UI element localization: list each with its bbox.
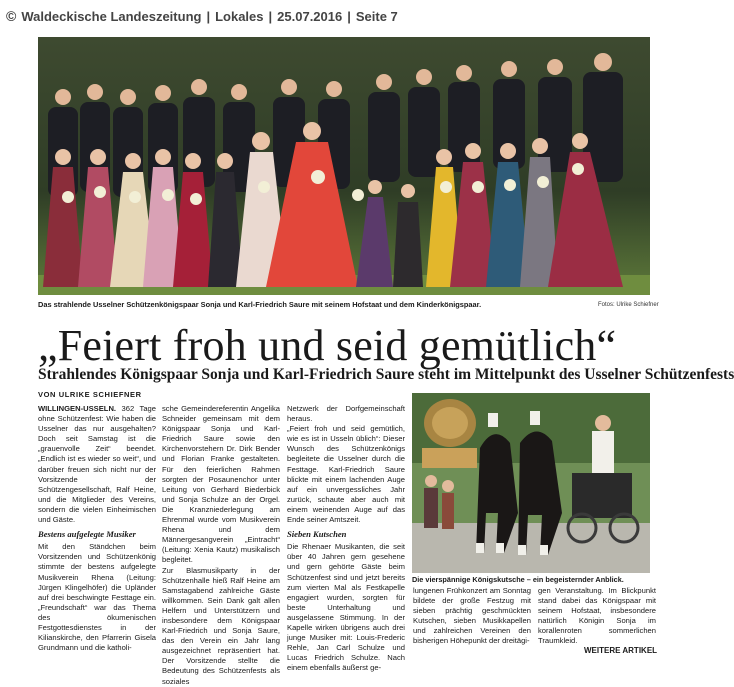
paragraph: „Feiert froh und seid gemütlich, wie es ist in Usseln üblich“: Dieser Wunsch des Schützenkönigs begleitete die Usselner durch die Festtage. Karl-Friedrich Saure blickte mit einem lachenden Auge auf ein unvergessliches Jahr zurück, schaute aber auch mit einem weinenden Auge auf das Ende seiner Amtszeit. [287, 424, 405, 525]
photo-caption: Das strahlende Usselner Schützenkönigspaar Sonja und Karl-Friedrich Saure mit seinem Hofstaat und dem Kinderkönigspaar. [38, 300, 482, 309]
paragraph: gen Veranstaltung. Im Blickpunkt stand dabei das Königspaar mit seinem Hofstaat, insbesondere natürlich Königin Sonja im korallenroten sommerlichen Traumkleid. [538, 586, 656, 646]
issue-date: 25.07.2016 [277, 8, 343, 24]
paragraph: Mit den Ständchen beim Vorsitzenden und Schützenkönig stimmte der bestens aufgelegte Musikverein Rhena (Leitung: Jürgen Klingelhöfer) die Upländer auf drei beschwingte Festtage ein. „Freundschaft“ war das Thema des ökumenischen Festgottesdienstes in der Kilianskirche, den Pfarrerin Gisela Grundmann und die katholi- [38, 542, 156, 653]
more-articles-link[interactable]: WEITERE ARTIKEL [580, 646, 657, 655]
article-author: VON ULRIKE SCHIEFNER [38, 390, 142, 399]
copyright-symbol: © [6, 8, 17, 24]
paragraph [38, 404, 156, 525]
article-column-3 [287, 404, 405, 673]
section-name: Lokales [215, 8, 264, 24]
paragraph: Zur Blasmusikparty in der Schützenhalle hieß Ralf Heine am Samstagabend zahlreiche Gäste willkommen. Sein Dank galt allen Helfern und Unterstützern und insbesondere dem Königspaar Karl-Friedrich und Sonja Saure, das den Verein ein Jahr lang ausgezeichnet repräsentiert hat. Der Vorsitzende stellte die Bedeutung des Schützenfests als soziales [162, 565, 280, 686]
dateline: WILLINGEN-USSELN. [38, 404, 117, 413]
section-heading: Bestens aufgelegte Musiker [38, 529, 136, 540]
separator: | [347, 8, 351, 24]
separator: | [268, 8, 273, 24]
paragraph: sche Gemeindereferentin Angelika Schneider gemeinsam mit dem Königspaar Sonja und Karl-Friedrich Saure sowie den Kirchenvorstehern Dr. Dirk Bender und Florian Franke gestalteten. Für den feierlichen Rahmen sorgten der Posaunenchor unter Leitung von Gerhard Biederbick und Sonja Schulze an der Orgel. Die Kranzniederlegung am Ehrenmal wurde vom Musikverein Rhena und dem Männergesangverein „Eintracht“ (Leitung: Xenia Kautz) musikalisch begleitet. [162, 404, 280, 565]
article-subheadline: Strahlendes Königspaar Sonja und Karl-Friedrich Saure steht im Mittelpunkt des Usselner Schützenfests [38, 366, 734, 383]
paragraph: Die Rhenaer Musikanten, die seit über 40 Jahren gern gesehene und gern gehörte Gäste beim Schützenfest sind und jetzt bereits zum vierten Mal als Festkapelle engagiert wurden, sorgten für beste Unterhaltung und ausgelassene Stimmung. In der Kapelle wirken übrigens auch drei junge Musiker mit: Louis-Frederic Rehle, Jan Carl Schulze und Lucas Friedrich Schulze. Nach einem ebenfalls äußerst ge- [287, 542, 405, 673]
carriage-photo-caption: Die vierspännige Königskutsche – ein begeisternder Anblick. [412, 575, 624, 584]
section-heading: Sieben Kutschen [287, 529, 347, 540]
article-column-2 [162, 404, 280, 686]
group-photo [38, 37, 650, 295]
paragraph: lungenen Frühkonzert am Sonntag bildete der große Festzug mit sieben prächtig geschmückten Kutschen, sieben Musikkapellen und zahlreichen Vereinen den bisherigen Höhepunkt der dreitägi- [413, 586, 531, 646]
carriage-photo [412, 393, 650, 573]
page-header [6, 5, 666, 27]
article-column-1 [38, 404, 156, 666]
article-headline: „Feiert froh und seid gemütlich“ [38, 321, 617, 370]
paragraph-text: 362 Tage ohne Schützenfest: Wie haben die Usselner das nur ausgehalten? Doch seit Samstag ist die „grauenvolle Zeit“ beendet. „Endlich ist es wieder so weit“, und darüber freuen sich nicht nur der Vorsitzende der Schützengesellschaft, Ralf Heine, und die Mitglieder des Vereins, sondern die vielen Einheimischen und Gäste. [38, 404, 156, 525]
publication-name: Waldeckische Landeszeitung [21, 8, 202, 24]
horse-carriage-icon [412, 393, 650, 573]
paragraph: Netzwerk der Dorfgemeinschaft heraus. [287, 404, 405, 424]
group-photo-icon [38, 37, 650, 295]
separator: | [206, 8, 211, 24]
page-number: Seite 7 [355, 8, 398, 24]
photo-credit: Fotos: Ulrike Schiefner [598, 302, 659, 308]
